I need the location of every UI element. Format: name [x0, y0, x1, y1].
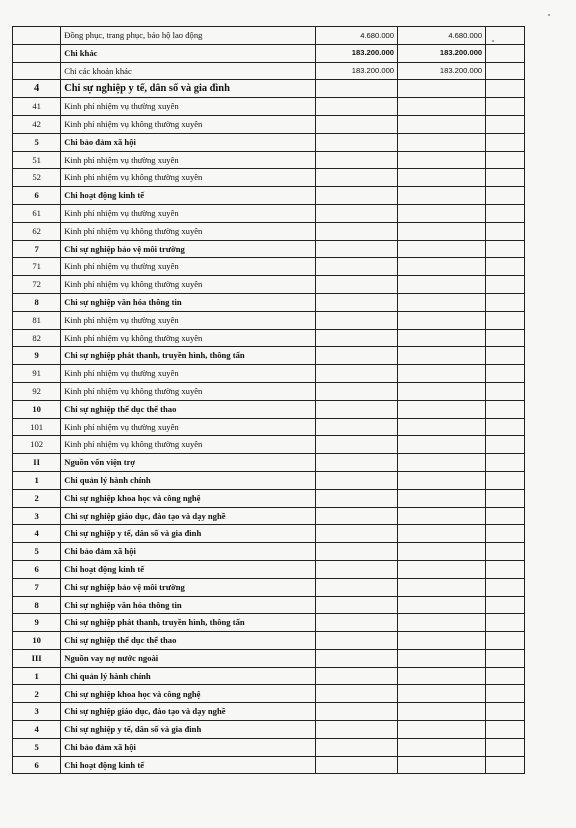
row-empty-cell — [486, 685, 525, 703]
row-value-1-cell — [316, 276, 398, 294]
row-value-2-cell — [398, 400, 486, 418]
row-code-cell: 10 — [13, 632, 61, 650]
table-row — [13, 685, 525, 703]
row-empty-cell — [486, 756, 525, 774]
row-code-cell: 6 — [13, 756, 61, 774]
row-value-2-cell: 183.200.000 — [398, 62, 486, 80]
table-row — [13, 721, 525, 739]
row-value-2-cell — [398, 632, 486, 650]
row-code-cell: 8 — [13, 596, 61, 614]
row-code-cell — [13, 44, 61, 62]
row-value-1-cell — [316, 293, 398, 311]
row-code-cell: 3 — [13, 507, 61, 525]
row-value-1-cell — [316, 667, 398, 685]
row-name-cell: Kinh phí nhiệm vụ không thường xuyên — [61, 276, 316, 294]
row-empty-cell — [486, 632, 525, 650]
row-code-cell — [13, 62, 61, 80]
row-value-1-cell — [316, 222, 398, 240]
row-value-2-cell — [398, 365, 486, 383]
table-row — [13, 311, 525, 329]
table-row — [13, 418, 525, 436]
row-code-cell: 1 — [13, 667, 61, 685]
row-empty-cell — [486, 98, 525, 116]
row-value-1-cell — [316, 240, 398, 258]
row-empty-cell — [486, 525, 525, 543]
row-code-cell: 2 — [13, 685, 61, 703]
row-value-2-cell — [398, 507, 486, 525]
row-value-1-cell — [316, 311, 398, 329]
row-name-cell: Kinh phí nhiệm vụ thường xuyên — [61, 204, 316, 222]
row-code-cell: 7 — [13, 240, 61, 258]
row-empty-cell — [486, 471, 525, 489]
table-row — [13, 649, 525, 667]
row-empty-cell — [486, 222, 525, 240]
row-value-1-cell — [316, 525, 398, 543]
row-value-1-cell — [316, 400, 398, 418]
row-code-cell: 4 — [13, 721, 61, 739]
row-value-2-cell — [398, 703, 486, 721]
table-row — [13, 347, 525, 365]
row-name-cell: Chi sự nghiệp văn hóa thông tin — [61, 293, 316, 311]
row-code-cell: 7 — [13, 578, 61, 596]
row-code-cell: 81 — [13, 311, 61, 329]
row-value-1-cell — [316, 489, 398, 507]
row-value-1-cell — [316, 596, 398, 614]
row-name-cell: Kinh phí nhiệm vụ không thường xuyên — [61, 436, 316, 454]
row-code-cell: 72 — [13, 276, 61, 294]
row-empty-cell — [486, 721, 525, 739]
row-name-cell: Chi sự nghiệp thể dục thể thao — [61, 400, 316, 418]
row-empty-cell — [486, 240, 525, 258]
row-name-cell: Chi sự nghiệp y tế, dân số và gia đình — [61, 525, 316, 543]
row-empty-cell — [486, 649, 525, 667]
row-name-cell: Chi hoạt động kinh tế — [61, 756, 316, 774]
row-empty-cell — [486, 507, 525, 525]
row-name-cell: Chi bảo đảm xã hội — [61, 738, 316, 756]
row-empty-cell — [486, 311, 525, 329]
row-empty-cell — [486, 187, 525, 205]
row-empty-cell — [486, 560, 525, 578]
row-value-2-cell — [398, 293, 486, 311]
row-code-cell: 8 — [13, 293, 61, 311]
row-value-2-cell: 183.200.000 — [398, 44, 486, 62]
row-value-2-cell — [398, 685, 486, 703]
row-empty-cell — [486, 543, 525, 561]
row-value-2-cell — [398, 204, 486, 222]
row-value-1-cell: 4.680.000 — [316, 27, 398, 45]
row-code-cell: 2 — [13, 489, 61, 507]
row-value-2-cell — [398, 258, 486, 276]
row-code-cell: 92 — [13, 382, 61, 400]
row-empty-cell — [486, 365, 525, 383]
row-name-cell: Chi sự nghiệp giáo dục, đào tạo và dạy nghề — [61, 703, 316, 721]
table-row — [13, 756, 525, 774]
row-code-cell: 61 — [13, 204, 61, 222]
row-value-2-cell — [398, 436, 486, 454]
row-value-2-cell — [398, 578, 486, 596]
row-empty-cell — [486, 276, 525, 294]
table-row — [13, 293, 525, 311]
row-name-cell: Chi sự nghiệp y tế, dân số và gia đình — [61, 721, 316, 739]
row-value-1-cell — [316, 347, 398, 365]
table-row — [13, 614, 525, 632]
row-empty-cell — [486, 667, 525, 685]
row-name-cell: Chi khác — [61, 44, 316, 62]
row-code-cell: 3 — [13, 703, 61, 721]
row-name-cell: Chi sự nghiệp giáo dục, đào tạo và dạy nghề — [61, 507, 316, 525]
row-code-cell: 5 — [13, 738, 61, 756]
table-row — [13, 471, 525, 489]
row-empty-cell — [486, 436, 525, 454]
row-name-cell: Chi quản lý hành chính — [61, 471, 316, 489]
row-name-cell: Chi bảo đảm xã hội — [61, 133, 316, 151]
row-code-cell: 51 — [13, 151, 61, 169]
row-empty-cell — [486, 115, 525, 133]
row-value-2-cell: 4.680.000 — [398, 27, 486, 45]
table-row — [13, 454, 525, 472]
table-row — [13, 98, 525, 116]
row-name-cell: Chi bảo đảm xã hội — [61, 543, 316, 561]
row-code-cell: 9 — [13, 347, 61, 365]
row-code-cell: 42 — [13, 115, 61, 133]
table-row — [13, 187, 525, 205]
table-row — [13, 151, 525, 169]
row-code-cell: 5 — [13, 133, 61, 151]
row-value-2-cell — [398, 169, 486, 187]
row-name-cell: Chi các khoản khác — [61, 62, 316, 80]
table-row — [13, 276, 525, 294]
row-name-cell: Kinh phí nhiệm vụ thường xuyên — [61, 418, 316, 436]
table-row — [13, 436, 525, 454]
row-value-1-cell — [316, 738, 398, 756]
row-empty-cell — [486, 418, 525, 436]
row-empty-cell — [486, 44, 525, 62]
row-code-cell: 102 — [13, 436, 61, 454]
row-empty-cell — [486, 204, 525, 222]
row-code-cell — [13, 27, 61, 45]
row-empty-cell — [486, 347, 525, 365]
row-name-cell: Nguồn vay nợ nước ngoài — [61, 649, 316, 667]
row-code-cell: 9 — [13, 614, 61, 632]
row-value-2-cell — [398, 382, 486, 400]
row-value-2-cell — [398, 454, 486, 472]
scan-speck — [548, 14, 550, 16]
row-value-2-cell — [398, 614, 486, 632]
row-code-cell: 5 — [13, 543, 61, 561]
row-value-1-cell — [316, 151, 398, 169]
table-row — [13, 738, 525, 756]
row-code-cell: 101 — [13, 418, 61, 436]
row-value-2-cell — [398, 596, 486, 614]
row-value-1-cell — [316, 614, 398, 632]
row-value-1-cell: 183.200.000 — [316, 44, 398, 62]
table-row — [13, 525, 525, 543]
row-code-cell: 62 — [13, 222, 61, 240]
row-name-cell: Nguồn vốn viện trợ — [61, 454, 316, 472]
row-value-1-cell — [316, 365, 398, 383]
row-name-cell: Kinh phí nhiệm vụ thường xuyên — [61, 311, 316, 329]
row-value-2-cell — [398, 133, 486, 151]
row-code-cell: 82 — [13, 329, 61, 347]
row-name-cell: Chi hoạt động kinh tế — [61, 560, 316, 578]
row-name-cell: Kinh phí nhiệm vụ không thường xuyên — [61, 382, 316, 400]
table-row — [13, 489, 525, 507]
row-name-cell: Chi sự nghiệp khoa học và công nghệ — [61, 685, 316, 703]
table-row — [13, 240, 525, 258]
table-row — [13, 115, 525, 133]
row-code-cell: II — [13, 454, 61, 472]
row-value-2-cell — [398, 471, 486, 489]
budget-table — [12, 26, 525, 774]
row-value-2-cell — [398, 98, 486, 116]
row-name-cell: Kinh phí nhiệm vụ không thường xuyên — [61, 222, 316, 240]
row-empty-cell — [486, 258, 525, 276]
row-name-cell: Đồng phục, trang phục, bảo hộ lao động — [61, 27, 316, 45]
row-value-1-cell — [316, 543, 398, 561]
row-empty-cell — [486, 454, 525, 472]
row-value-1-cell — [316, 436, 398, 454]
row-value-1-cell — [316, 649, 398, 667]
row-empty-cell — [486, 489, 525, 507]
row-name-cell: Chi sự nghiệp khoa học và công nghệ — [61, 489, 316, 507]
table-row — [13, 400, 525, 418]
row-code-cell: 91 — [13, 365, 61, 383]
row-value-1-cell — [316, 187, 398, 205]
row-value-2-cell — [398, 649, 486, 667]
row-code-cell: 4 — [13, 80, 61, 98]
row-value-2-cell — [398, 329, 486, 347]
row-value-1-cell — [316, 632, 398, 650]
row-code-cell: 52 — [13, 169, 61, 187]
table-row — [13, 204, 525, 222]
row-name-cell: Kinh phí nhiệm vụ thường xuyên — [61, 365, 316, 383]
row-value-2-cell — [398, 187, 486, 205]
row-empty-cell — [486, 62, 525, 80]
row-value-1-cell — [316, 382, 398, 400]
row-empty-cell — [486, 578, 525, 596]
row-empty-cell — [486, 614, 525, 632]
row-code-cell: 6 — [13, 560, 61, 578]
row-code-cell: 4 — [13, 525, 61, 543]
row-name-cell: Chi sự nghiệp văn hóa thông tin — [61, 596, 316, 614]
row-name-cell: Chi sự nghiệp bảo vệ môi trường — [61, 578, 316, 596]
table-row — [13, 133, 525, 151]
row-empty-cell — [486, 133, 525, 151]
row-value-1-cell — [316, 507, 398, 525]
table-row — [13, 667, 525, 685]
table-row — [13, 222, 525, 240]
table-row — [13, 44, 525, 62]
table-row — [13, 80, 525, 98]
row-value-1-cell — [316, 80, 398, 98]
row-value-1-cell — [316, 329, 398, 347]
row-name-cell: Chi sự nghiệp bảo vệ môi trường — [61, 240, 316, 258]
table-row — [13, 703, 525, 721]
row-value-2-cell — [398, 151, 486, 169]
row-value-1-cell — [316, 98, 398, 116]
row-empty-cell — [486, 329, 525, 347]
row-value-2-cell — [398, 560, 486, 578]
row-empty-cell — [486, 169, 525, 187]
row-empty-cell — [486, 596, 525, 614]
row-value-2-cell — [398, 311, 486, 329]
row-value-1-cell — [316, 258, 398, 276]
row-name-cell: Kinh phí nhiệm vụ không thường xuyên — [61, 169, 316, 187]
row-value-2-cell — [398, 756, 486, 774]
row-code-cell: 10 — [13, 400, 61, 418]
table-row — [13, 169, 525, 187]
row-empty-cell — [486, 703, 525, 721]
row-value-1-cell — [316, 418, 398, 436]
row-value-1-cell — [316, 560, 398, 578]
row-value-1-cell — [316, 204, 398, 222]
row-value-2-cell — [398, 738, 486, 756]
row-value-1-cell — [316, 721, 398, 739]
table-row — [13, 382, 525, 400]
row-value-1-cell — [316, 169, 398, 187]
row-value-2-cell — [398, 721, 486, 739]
row-empty-cell — [486, 293, 525, 311]
row-name-cell: Kinh phí nhiệm vụ thường xuyên — [61, 98, 316, 116]
row-code-cell: 1 — [13, 471, 61, 489]
table-row — [13, 27, 525, 45]
row-name-cell: Kinh phí nhiệm vụ thường xuyên — [61, 258, 316, 276]
row-value-2-cell — [398, 347, 486, 365]
budget-table-body — [13, 27, 525, 774]
table-row — [13, 258, 525, 276]
row-name-cell: Chi sự nghiệp y tế, dân số và gia đình — [61, 80, 316, 98]
row-code-cell: III — [13, 649, 61, 667]
row-value-2-cell — [398, 80, 486, 98]
row-value-2-cell — [398, 240, 486, 258]
row-value-2-cell — [398, 222, 486, 240]
row-value-2-cell — [398, 667, 486, 685]
row-empty-cell — [486, 738, 525, 756]
row-name-cell: Kinh phí nhiệm vụ không thường xuyên — [61, 329, 316, 347]
table-row — [13, 596, 525, 614]
scan-speck — [492, 40, 494, 42]
row-value-1-cell — [316, 685, 398, 703]
row-value-1-cell: 183.200.000 — [316, 62, 398, 80]
row-name-cell: Chi sự nghiệp phát thanh, truyền hình, thông tấn — [61, 614, 316, 632]
table-row — [13, 62, 525, 80]
row-empty-cell — [486, 382, 525, 400]
row-value-2-cell — [398, 418, 486, 436]
row-code-cell: 71 — [13, 258, 61, 276]
table-row — [13, 507, 525, 525]
row-empty-cell — [486, 80, 525, 98]
row-value-2-cell — [398, 525, 486, 543]
row-value-1-cell — [316, 578, 398, 596]
row-value-1-cell — [316, 115, 398, 133]
row-value-2-cell — [398, 276, 486, 294]
row-name-cell: Kinh phí nhiệm vụ thường xuyên — [61, 151, 316, 169]
row-code-cell: 41 — [13, 98, 61, 116]
row-empty-cell — [486, 151, 525, 169]
row-name-cell: Chi sự nghiệp phát thanh, truyền hình, thông tấn — [61, 347, 316, 365]
table-row — [13, 560, 525, 578]
row-name-cell: Chi sự nghiệp thể dục thể thao — [61, 632, 316, 650]
row-code-cell: 6 — [13, 187, 61, 205]
row-empty-cell — [486, 400, 525, 418]
row-value-1-cell — [316, 133, 398, 151]
table-row — [13, 365, 525, 383]
row-value-1-cell — [316, 703, 398, 721]
row-name-cell: Kinh phí nhiệm vụ không thường xuyên — [61, 115, 316, 133]
row-value-2-cell — [398, 489, 486, 507]
table-row — [13, 578, 525, 596]
table-row — [13, 632, 525, 650]
row-name-cell: Chi hoạt động kinh tế — [61, 187, 316, 205]
row-value-1-cell — [316, 471, 398, 489]
row-name-cell: Chi quản lý hành chính — [61, 667, 316, 685]
row-value-2-cell — [398, 543, 486, 561]
row-value-2-cell — [398, 115, 486, 133]
row-value-1-cell — [316, 454, 398, 472]
row-value-1-cell — [316, 756, 398, 774]
table-row — [13, 543, 525, 561]
table-row — [13, 329, 525, 347]
